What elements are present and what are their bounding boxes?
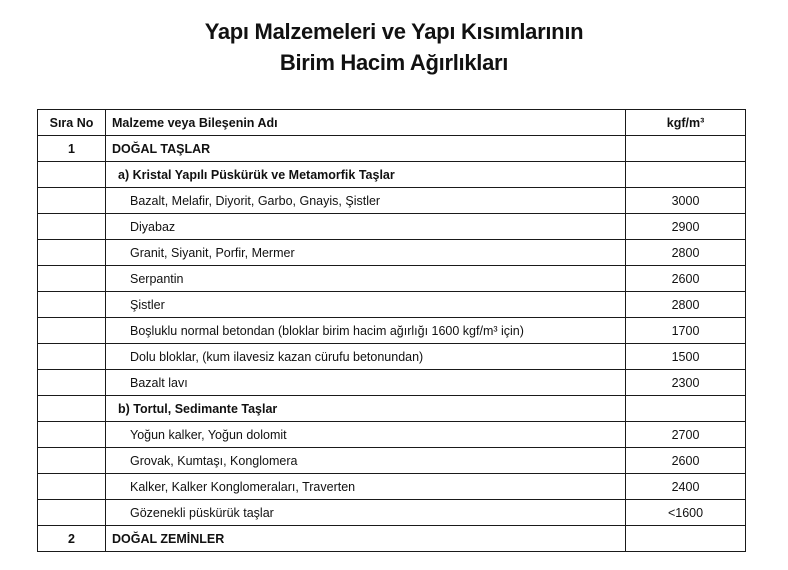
row-number	[38, 318, 106, 344]
page-title	[0, 16, 788, 78]
unit-weight-value: 2800	[626, 292, 746, 318]
row-number	[38, 188, 106, 214]
unit-weight-value: 1700	[626, 318, 746, 344]
title-line-2: Birim Hacim Ağırlıkları	[279, 50, 509, 75]
row-number	[38, 214, 106, 240]
table-row	[38, 370, 746, 396]
row-number	[38, 448, 106, 474]
material-name: Şistler	[106, 292, 626, 318]
table-row	[38, 292, 746, 318]
material-name: Diyabaz	[106, 214, 626, 240]
header-material-name: Malzeme veya Bileşenin Adı	[106, 110, 626, 136]
material-name: Bazalt lavı	[106, 370, 626, 396]
unit-weight-value: 2800	[626, 240, 746, 266]
material-name: Dolu bloklar, (kum ilavesiz kazan cürufu betonundan)	[106, 344, 626, 370]
category-name: DOĞAL ZEMİNLER	[106, 526, 626, 552]
row-number	[38, 474, 106, 500]
row-number	[38, 500, 106, 526]
table-row	[38, 500, 746, 526]
unit-weight-value	[626, 396, 746, 422]
table-row	[38, 422, 746, 448]
row-number	[38, 370, 106, 396]
table-row	[38, 188, 746, 214]
header-sira-no: Sıra No	[38, 110, 106, 136]
header-unit: kgf/m³	[626, 110, 746, 136]
material-name: Yoğun kalker, Yoğun dolomit	[106, 422, 626, 448]
material-name: Boşluklu normal betondan (bloklar birim hacim ağırlığı 1600 kgf/m³ için)	[106, 318, 626, 344]
row-number	[38, 422, 106, 448]
row-number: 1	[38, 136, 106, 162]
unit-weight-value: 3000	[626, 188, 746, 214]
unit-weight-value: 2400	[626, 474, 746, 500]
material-name: Grovak, Kumtaşı, Konglomera	[106, 448, 626, 474]
table-row	[38, 474, 746, 500]
unit-weight-value: 2300	[626, 370, 746, 396]
category-name: DOĞAL TAŞLAR	[106, 136, 626, 162]
table-row	[38, 266, 746, 292]
title-line-1: Yapı Malzemeleri ve Yapı Kısımlarının	[204, 19, 584, 44]
subcategory-name: b) Tortul, Sedimante Taşlar	[106, 396, 626, 422]
unit-weight-value: <1600	[626, 500, 746, 526]
row-number	[38, 292, 106, 318]
material-name: Bazalt, Melafir, Diyorit, Garbo, Gnayis, Şistler	[106, 188, 626, 214]
unit-weight-value	[626, 136, 746, 162]
row-number	[38, 162, 106, 188]
material-name: Serpantin	[106, 266, 626, 292]
table-row	[38, 240, 746, 266]
table-row	[38, 396, 746, 422]
unit-weight-value: 2600	[626, 266, 746, 292]
table-row	[38, 214, 746, 240]
unit-weight-value	[626, 162, 746, 188]
material-name: Granit, Siyanit, Porfir, Mermer	[106, 240, 626, 266]
table-row	[38, 162, 746, 188]
table-row	[38, 318, 746, 344]
row-number	[38, 396, 106, 422]
unit-weight-value: 2900	[626, 214, 746, 240]
material-name: Kalker, Kalker Konglomeraları, Traverten	[106, 474, 626, 500]
table-header-row	[38, 110, 746, 136]
unit-weight-value	[626, 526, 746, 552]
row-number	[38, 344, 106, 370]
subcategory-name: a) Kristal Yapılı Püskürük ve Metamorfik Taşlar	[106, 162, 626, 188]
unit-weight-table	[37, 109, 746, 552]
material-name: Gözenekli püskürük taşlar	[106, 500, 626, 526]
table-row	[38, 448, 746, 474]
table-body	[38, 136, 746, 552]
table-row	[38, 344, 746, 370]
row-number: 2	[38, 526, 106, 552]
unit-weight-value: 1500	[626, 344, 746, 370]
row-number	[38, 240, 106, 266]
row-number	[38, 266, 106, 292]
unit-weight-value: 2600	[626, 448, 746, 474]
table-row	[38, 136, 746, 162]
unit-weight-value: 2700	[626, 422, 746, 448]
table-row	[38, 526, 746, 552]
